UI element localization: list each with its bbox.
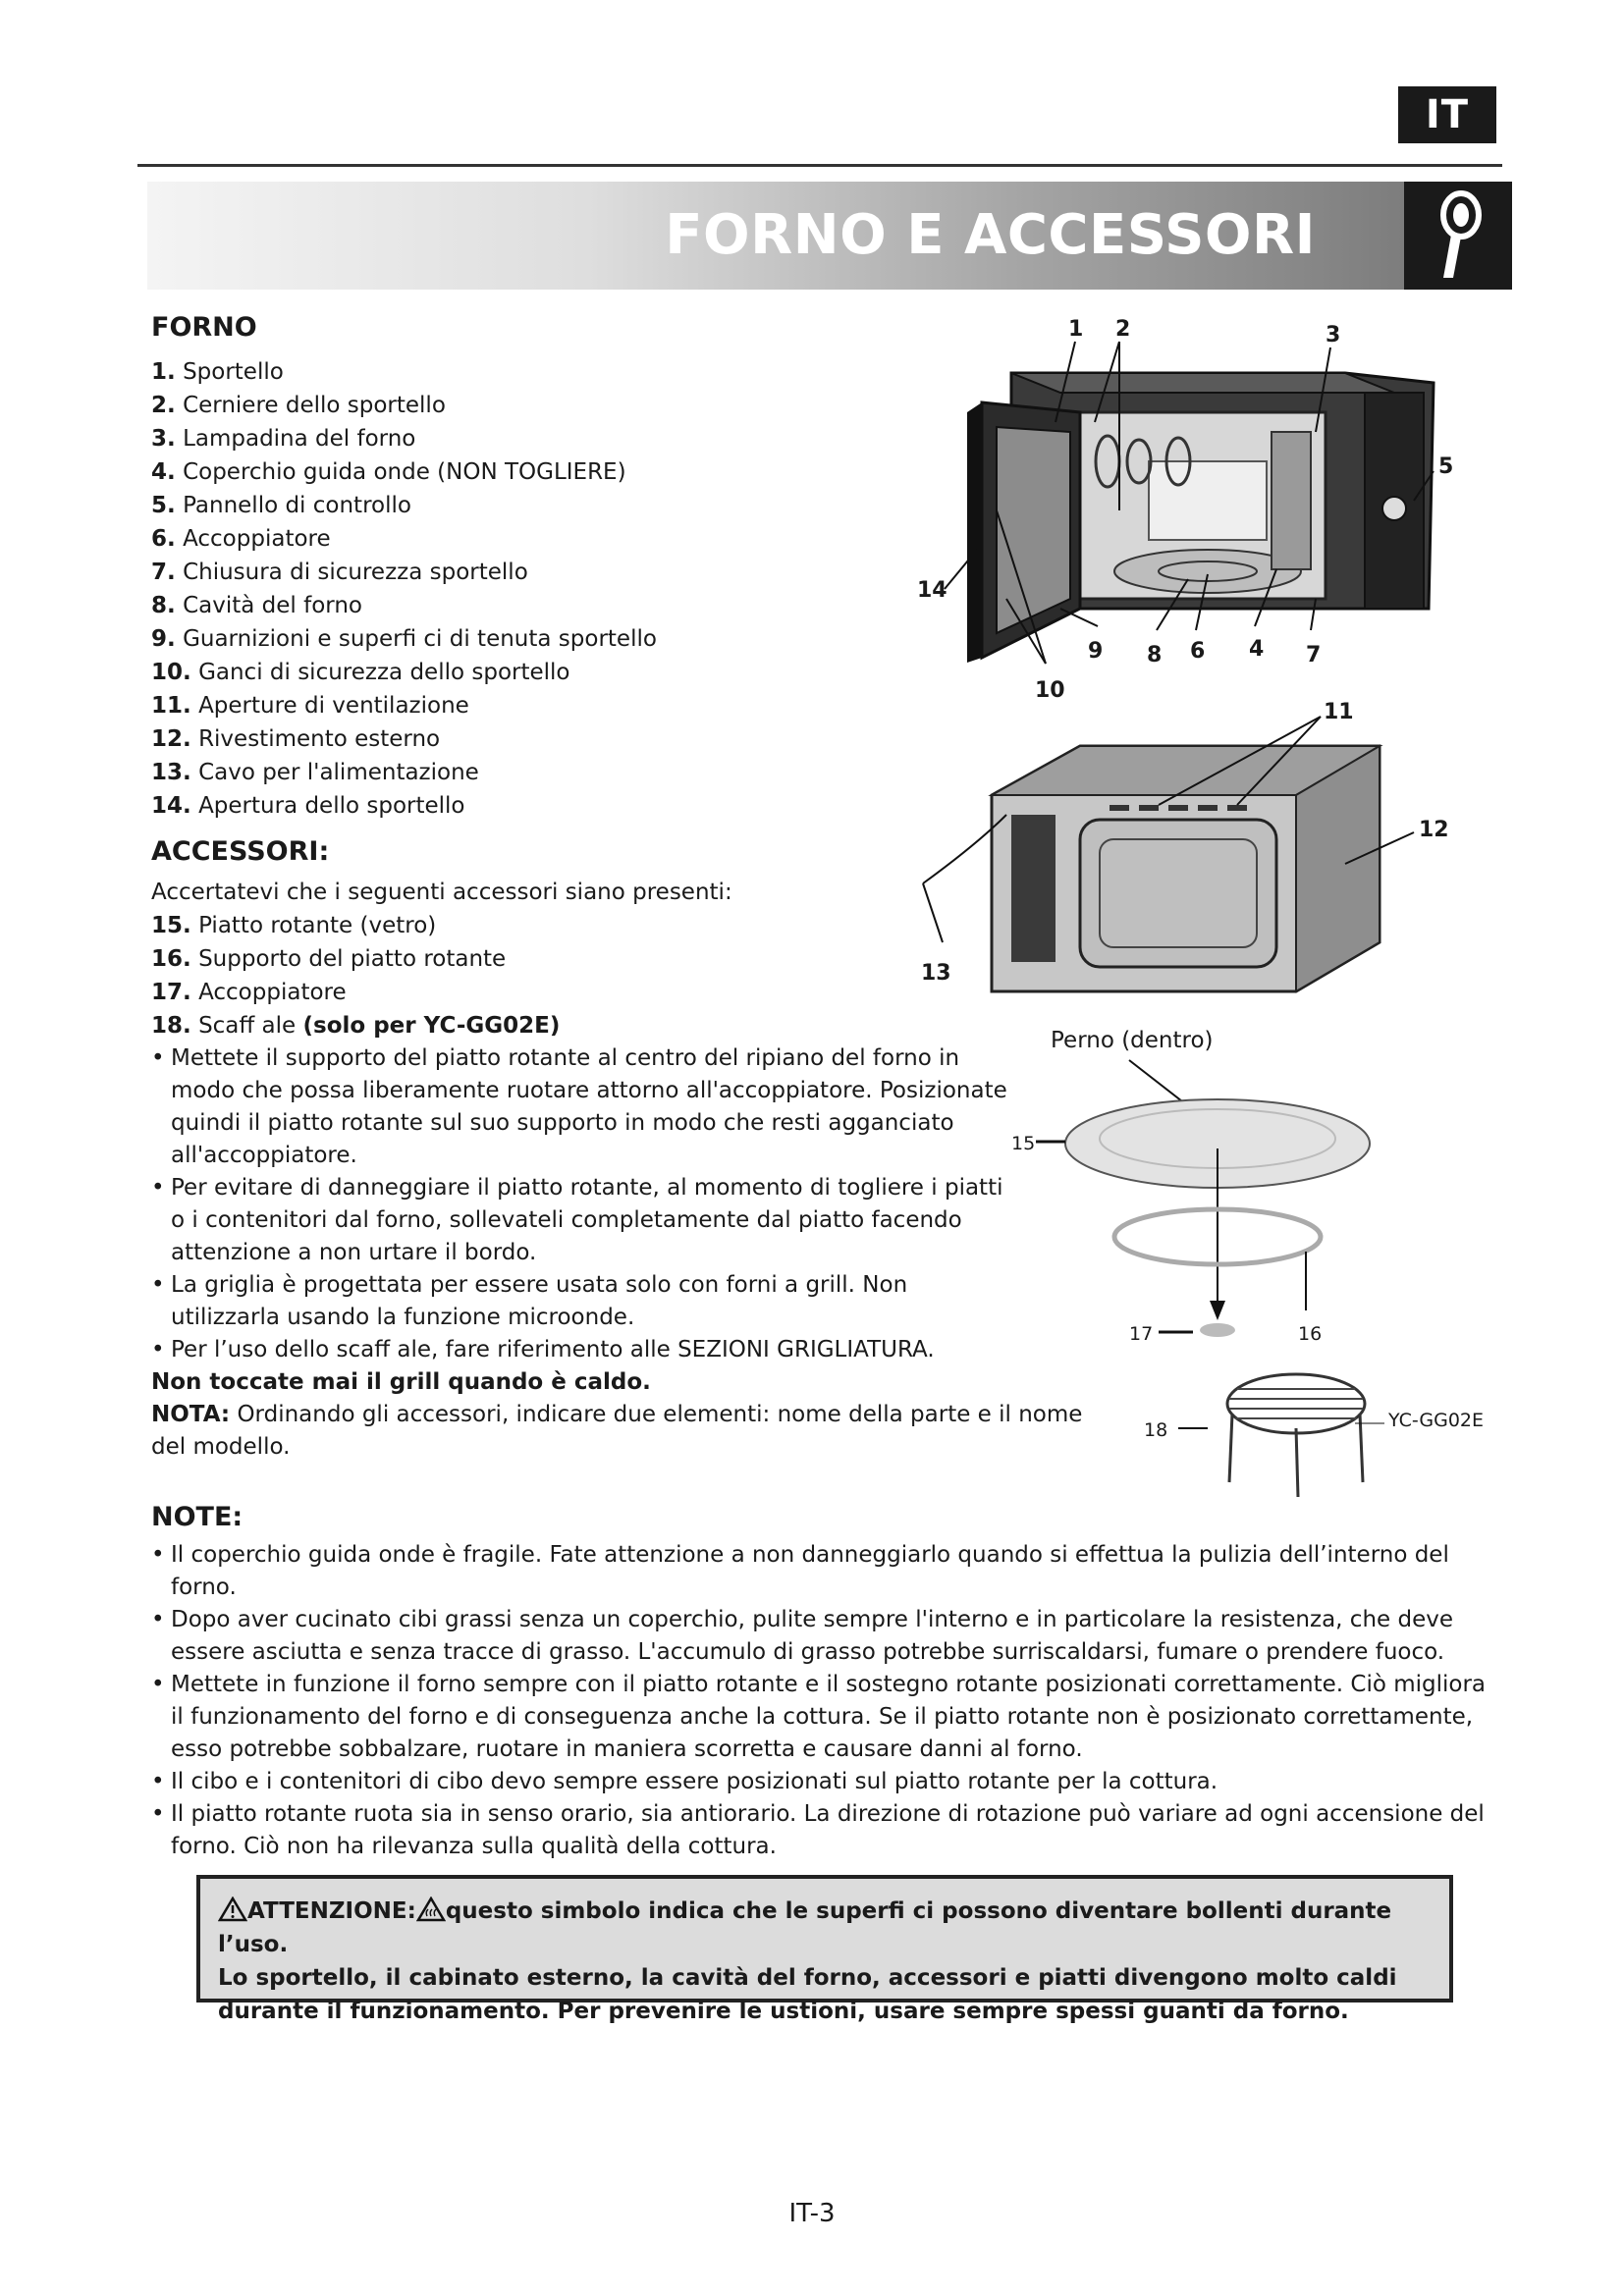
list-item: 9. Guarnizioni e superfi ci di tenuta sportello [151, 626, 657, 652]
grill-warning: Non toccate mai il grill quando è caldo. [151, 1369, 651, 1395]
list-item: 17. Accoppiatore [151, 980, 347, 1005]
list-item: 4. Coperchio guida onde (NON TOGLIERE) [151, 459, 626, 485]
callout-10: 10 [1035, 678, 1065, 703]
list-item: 18. Scaff ale (solo per YC-GG02E) [151, 1013, 561, 1039]
accessori-list [151, 876, 732, 1042]
callout-11: 11 [1324, 700, 1354, 724]
list-item: 12. Rivestimento esterno [151, 726, 441, 752]
callout-1: 1 [1068, 317, 1084, 342]
list-item: 2. Cerniere dello sportello [151, 393, 446, 418]
list-item: 1. Sportello [151, 359, 284, 385]
forno-heading: FORNO [151, 312, 257, 343]
warning-triangle-icon [218, 1896, 247, 1922]
list-item: 15. Piatto rotante (vetro) [151, 913, 437, 938]
language-badge [1398, 86, 1496, 143]
hot-surface-icon [416, 1896, 446, 1922]
bullet-item: • Mettete in funzione il forno sempre con il piatto rotante e il sostegno rotante posizionati correttamente. Ciò migliora il funzionamento del forno e di conseguenza anche la cottura. Se il piatto rotante non è posizionato correttamente, esso potrebbe sobbalzare, ruotare in maniera scorretta e causare danni al forno. [151, 1669, 1496, 1766]
bullet-item: • Mettete il supporto del piatto rotante al centro del ripiano del forno in modo che possa liberamente ruotare attorno all'accoppiatore. Posizionate quindi il piatto rotante sul suo supporto in modo che resti agganciato all'accoppiatore. [151, 1042, 1015, 1172]
warning-text-1: questo simbolo indica che le superfi ci possono diventare bollenti durante l’uso. [218, 1898, 1392, 1957]
list-item: 8. Cavità del forno [151, 593, 362, 618]
list-item: 13. Cavo per l'alimentazione [151, 760, 479, 785]
bullet-item: • Il coperchio guida onde è fragile. Fate attenzione a non danneggiarlo quando si effettua la pulizia dell’interno del forno. [151, 1539, 1496, 1604]
oven-open-diagram [884, 314, 1473, 717]
chapter-icon-box [1404, 182, 1512, 290]
section-title-band [147, 182, 1404, 290]
list-item: 10. Ganci di sicurezza dello sportello [151, 660, 570, 685]
magnifier-icon [1404, 182, 1512, 290]
warning-text-2: Lo sportello, il cabinato esterno, la cavità del forno, accessori e piatti divengono molto caldi durante il funzionamento. Per prevenire le ustioni, usare sempre spessi guanti da forno. [218, 1965, 1397, 2024]
list-item: 3. Lampadina del forno [151, 426, 416, 452]
list-item: 7. Chiusura di sicurezza sportello [151, 560, 528, 585]
callout-7: 7 [1306, 643, 1322, 667]
bullet-item: • Per l’uso dello scaff ale, fare riferimento alle SEZIONI GRIGLIATURA. [151, 1334, 1015, 1366]
callout-8: 8 [1147, 643, 1163, 667]
model-label: YC-GG02E [1388, 1410, 1485, 1431]
label-16: 16 [1298, 1323, 1323, 1345]
list-item: 16. Supporto del piatto rotante [151, 946, 507, 972]
callout-2: 2 [1115, 317, 1131, 342]
callout-14: 14 [917, 578, 947, 603]
label-15: 15 [1011, 1133, 1036, 1154]
label-18: 18 [1144, 1419, 1168, 1441]
section-title: FORNO E ACCESSORI [665, 203, 1316, 267]
warning-line-1 [218, 1895, 1432, 1961]
warning-label: ATTENZIONE: [247, 1898, 416, 1924]
callout-13: 13 [921, 961, 951, 986]
header-rule [137, 164, 1502, 167]
list-item: 6. Accoppiatore [151, 526, 331, 552]
bullet-item: • Il piatto rotante ruota sia in senso orario, sia antiorario. La direzione di rotazione può variare ad ogni accensione del forno. Ciò non ha rilevanza sulla qualità della cottura. [151, 1798, 1496, 1863]
accessori-intro: Accertatevi che i seguenti accessori siano presenti: [151, 880, 732, 905]
language-code: IT [1425, 92, 1470, 137]
callout-5: 5 [1438, 454, 1454, 479]
accessori-heading: ACCESSORI: [151, 836, 330, 867]
list-item: 5. Pannello di controllo [151, 493, 411, 518]
warning-box [196, 1875, 1453, 2024]
note-bullets [151, 1539, 1496, 1863]
forno-list [151, 355, 657, 823]
oven-back-diagram [884, 697, 1473, 1001]
callout-3: 3 [1326, 323, 1341, 347]
bullet-item: • Per evitare di danneggiare il piatto rotante, al momento di togliere i piatti o i contenitori dal forno, sollevateli completamente dal piatto facendo attenzione a non urtare il bordo. [151, 1172, 1015, 1269]
bullet-item: • Dopo aver cucinato cibi grassi senza un coperchio, pulite sempre l'interno e in particolare la resistenza, che deve essere asciutta e senza tracce di grasso. L'accumulo di grasso potrebbe surriscaldarsi, fumare o prendere fuoco. [151, 1604, 1496, 1669]
list-item: 11. Aperture di ventilazione [151, 693, 469, 719]
nota-paragraph [151, 1399, 1094, 1464]
callout-6: 6 [1190, 639, 1206, 664]
callout-9: 9 [1088, 639, 1104, 664]
perno-label: Perno (dentro) [1051, 1028, 1214, 1053]
nota-label: NOTA: [151, 1402, 231, 1427]
nota-text: Ordinando gli accessori, indicare due elementi: nome della parte e il nome del modello. [151, 1402, 1083, 1460]
callout-4: 4 [1249, 637, 1265, 662]
bullet-item: • Il cibo e i contenitori di cibo devo sempre essere posizionati sul piatto rotante per la cottura. [151, 1766, 1496, 1798]
bullet-item: • La griglia è progettata per essere usata solo con forni a grill. Non utilizzarla usando la funzione microonde. [151, 1269, 1005, 1334]
accessories-diagram [1011, 1016, 1502, 1526]
callout-12: 12 [1419, 818, 1449, 842]
label-17: 17 [1129, 1323, 1154, 1345]
page-number: IT-3 [788, 2199, 836, 2228]
list-item: 14. Apertura dello sportello [151, 793, 465, 819]
note-heading: NOTE: [151, 1502, 244, 1532]
